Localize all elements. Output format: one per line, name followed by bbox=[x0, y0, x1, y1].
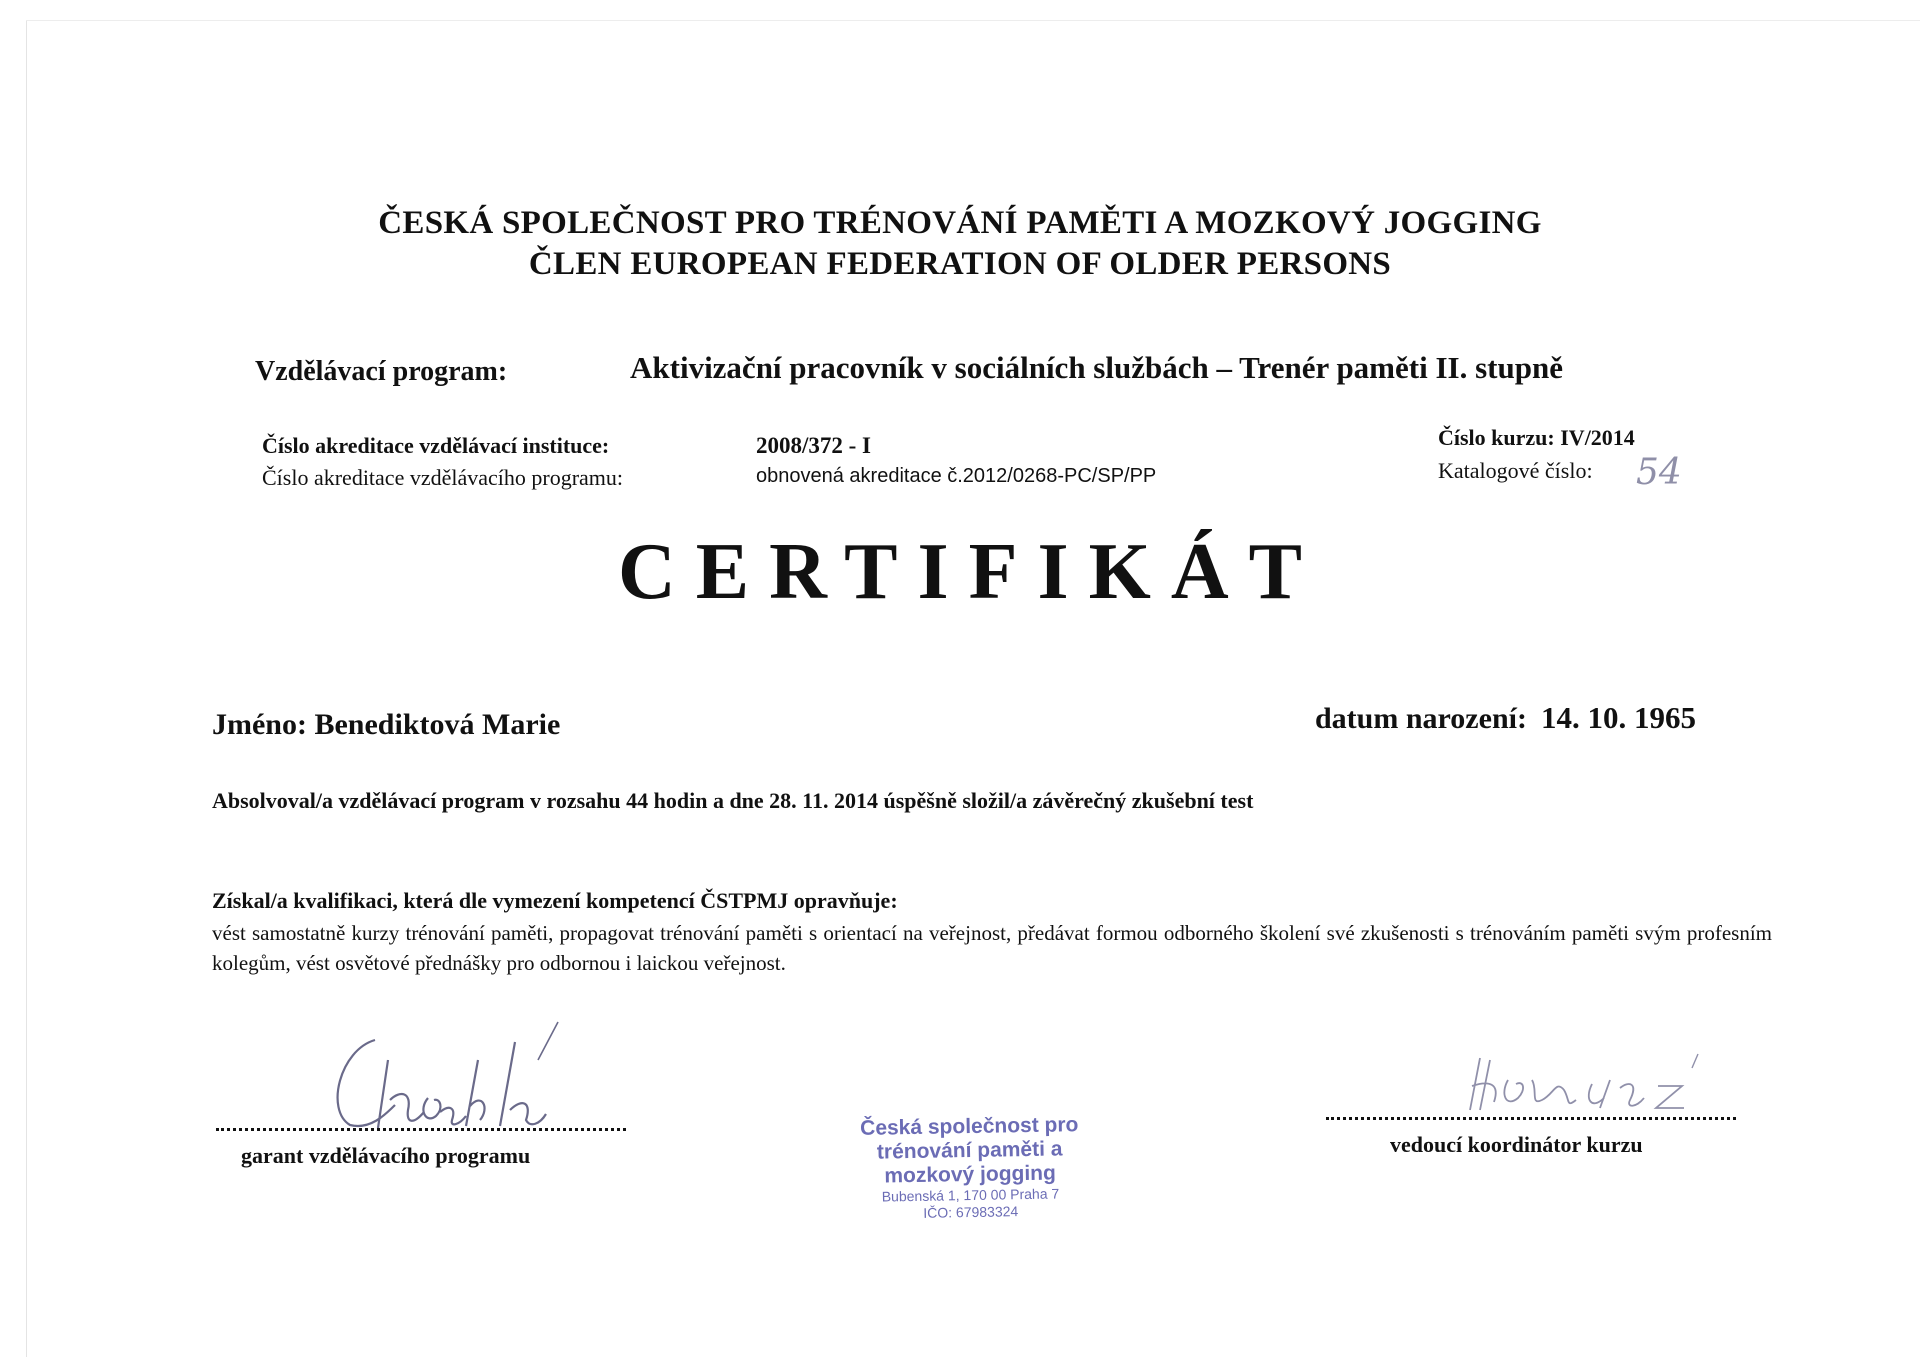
qualification-text: vést samostatně kurzy trénování paměti, propagovat trénování paměti s orientací na veřejnost, předávat formou odborného školení své zkušenosti s trénováním paměti svým profesním kolegům, vést osvětové přednášky pro odbornou i laickou veřejnost. bbox=[212, 921, 1772, 975]
program-value: Aktivizační pracovník v sociálních službách – Trenér paměti II. stupně bbox=[630, 350, 1563, 385]
stamp-address: Bubenská 1, 170 00 Praha 7 bbox=[881, 1185, 1060, 1205]
birth-date-label: datum narození: bbox=[1315, 702, 1527, 735]
catalog-number-label: Katalogové číslo: bbox=[1438, 458, 1593, 483]
membership-line: ČLEN EUROPEAN FEDERATION OF OLDER PERSONS bbox=[528, 246, 1392, 282]
stamp-line-1: Česká společnost pro bbox=[859, 1113, 1079, 1140]
course-number bbox=[1438, 425, 1635, 451]
program-guarantor-label: garant vzdělávacího programu bbox=[241, 1143, 531, 1168]
name-value: Benediktová Marie bbox=[314, 708, 561, 741]
stamp-line-2: trénování paměti a bbox=[876, 1137, 1063, 1164]
signature-left bbox=[300, 1020, 640, 1140]
organization-stamp bbox=[819, 1112, 1121, 1223]
certificate-title: CERTIFIKÁT bbox=[618, 528, 1322, 616]
birth-date-row bbox=[1315, 700, 1696, 736]
course-number-label: Číslo kurzu: bbox=[1438, 425, 1555, 450]
stamp-ico: IČO: 67983324 bbox=[923, 1203, 1019, 1221]
program-accreditation-label: Číslo akreditace vzdělávacího programu: bbox=[262, 465, 624, 490]
stamp-line-3: mozkový jogging bbox=[884, 1161, 1057, 1188]
course-coordinator-label: vedoucí koordinátor kurzu bbox=[1390, 1132, 1643, 1157]
program-accreditation-value: obnovená akreditace č.2012/0268-PC/SP/PP bbox=[756, 465, 1157, 487]
birth-date-value: 14. 10. 1965 bbox=[1540, 700, 1696, 735]
signature-line-left bbox=[216, 1128, 626, 1131]
signature-right bbox=[1460, 1050, 1730, 1120]
qualification-title: Získal/a kvalifikaci, která dle vymezení kompetencí ČSTPMJ opravňuje: bbox=[212, 888, 898, 913]
course-number-value: IV/2014 bbox=[1560, 425, 1635, 450]
organization-name: ČESKÁ SPOLEČNOST PRO TRÉNOVÁNÍ PAMĚTI A MOZKOVÝ JOGGING bbox=[378, 205, 1542, 241]
institution-accreditation-label: Číslo akreditace vzdělávací instituce: bbox=[262, 433, 610, 458]
signature-line-right bbox=[1326, 1117, 1736, 1120]
name-label: Jméno: bbox=[212, 708, 307, 741]
completion-statement: Absolvoval/a vzdělávací program v rozsahu 44 hodin a dne 28. 11. 2014 úspěšně složil/a závěrečný zkušební test bbox=[212, 788, 1254, 813]
program-label: Vzdělávací program: bbox=[255, 356, 508, 387]
name-row bbox=[212, 708, 560, 742]
page-edge-top bbox=[26, 20, 1920, 21]
institution-accreditation-value: 2008/372 - I bbox=[756, 433, 871, 458]
catalog-number-handwritten: 54 bbox=[1636, 452, 1682, 493]
